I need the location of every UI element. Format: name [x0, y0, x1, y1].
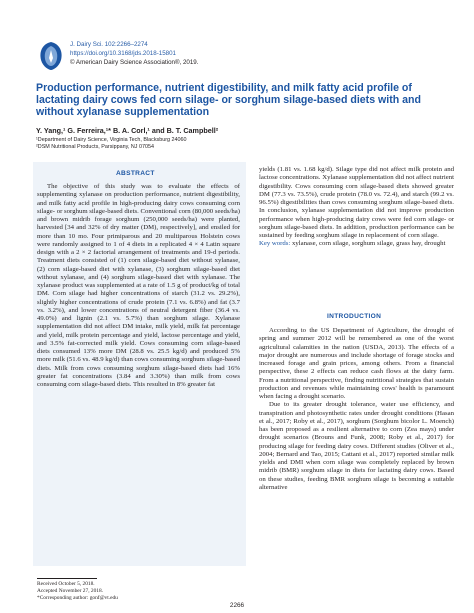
intro-paragraph-1: According to the US Department of Agriculture, the drought of spring and summer 2012 will be remembered as one of the worst agricultural calamities in the nation (USDA, 2013). The effects of a major drought are numerous and include shortage of forage stocks and increased forage and grain prices, among others. From a financial perspective, these 2 effects can reduce cash flows at the dairy farm. From a nutritional perspective, finding nutritional strategies that sustain production and revenues while maintaining cows' health is paramount when facing a drought scenario.: [259, 327, 454, 400]
abstract-text-right: [259, 166, 454, 249]
introduction-heading: INTRODUCTION: [327, 313, 382, 320]
footnote-divider: [37, 578, 97, 579]
affiliation-1: ¹Department of Dairy Science, Virginia Tech, Blacksburg 24060: [36, 137, 187, 143]
copyright-line: © American Dairy Science Association®, 2019.: [70, 59, 199, 66]
abstract-text-left: [37, 183, 240, 389]
journal-logo-icon: [36, 40, 66, 72]
author-list: Y. Yang,¹ G. Ferreira,¹* B. A. Corl,¹ and B. T. Campbell²: [36, 126, 219, 135]
doi-link[interactable]: https://doi.org/10.3168/jds.2018-15801: [70, 50, 176, 57]
accepted-date: Accepted November 27, 2018.: [37, 588, 104, 594]
affiliation-2: ²DSM Nutritional Products, Parsippany, NJ 07054: [36, 144, 154, 150]
journal-citation: J. Dairy Sci. 102:2266–2274: [70, 41, 148, 48]
abstract-paragraph: The objective of this study was to evaluate the effects of supplementing xylanase on production performance, nutrient digestibility, and milk fatty acid profile in high-producing dairy cows consuming corn silage- or sorghum silage-based diets. Conventional corn (80,000 seeds/ha) and brown midrib forage sorghum (250,000 seeds/ha) were planted, harvested [34 and 32% of dry matter (DM), respectively], and ensiled for more than 10 mo. Four primiparous and 20 multiparous Holstein cows were randomly assigned to 1 of 4 diets in a replicated 4 × 4 Latin square design with a 2 × 2 factorial arrangement of treatments and 19-d periods. Treatment diets consisted of (1) corn silage-based diet without xylanase, (2) corn silage-based diet with xylanase, (3) sorghum silage-based diet without xylanase, and (4) sorghum silage-based diet with xylanase. The xylanase product was supplemented at a rate of 1.5 g of product/kg of total DM. Corn silage had higher concentrations of starch (31.2 vs. 29.2%), slightly higher concentrations of crude protein (7.1 vs. 6.8%) and fat (3.7 vs. 3.2%), and lower concentrations of neutral detergent fiber (36.4 vs. 49.0%) and lignin (2.1 vs. 5.7%) than sorghum silage. Xylanase supplementation did not affect DM intake, milk yield, milk fat percentage and yield, milk protein percentage and yield, lactose percentage and yield, and 3.5% fat-corrected milk yield. Cows consuming corn silage-based diets consumed 13% more DM (28.8 vs. 25.5 kg/d) and produced 5% more milk (51.6 vs. 48.9 kg/d) than cows consuming sorghum silage-based diets. Milk from cows consuming sorghum silage-based diets had 16% greater fat concentrations (3.84 and 3.30%) than milk from cows consuming corn silage-based diets. This resulted in 8% greater fat: [37, 183, 240, 388]
abstract-continuation: yields (1.81 vs. 1.68 kg/d). Silage type did not affect milk protein and lactose concentrations. Xylanase supplementation did not affect nutrient digestibility. Cows consuming corn silage-based diets showed greater DM (77.3 vs. 73.5%), crude protein (78.0 vs. 72.4), and starch (99.2 vs. 96.5%) digestibilities than cows consuming sorghum silage-based diets. In conclusion, xylanase supplementation did not improve production performance when high-producing dairy cows were fed corn silage- or sorghum silage-based diets. In addition, production performance can be sustained by feeding sorghum silage in replacement of corn silage.: [259, 166, 454, 239]
keywords-line: [259, 240, 454, 248]
corresponding-author: *Corresponding author: gonf@vt.edu: [37, 595, 118, 601]
keywords-text: xylanase, corn silage, sorghum silage, grass hay, drought: [292, 240, 446, 248]
page-number: 2266: [229, 602, 245, 609]
paper-title: Production performance, nutrient digestibility, and milk fatty acid profile of lactating dairy cows fed corn silage- or sorghum silage-based diets with and without xylanase supplementation: [36, 82, 421, 119]
received-date: Received October 5, 2018.: [37, 581, 95, 587]
introduction-text: [259, 327, 454, 492]
intro-paragraph-2: Due to its greater drought tolerance, water use efficiency, and transpiration and photosynthetic rates under drought conditions (Hasan et al., 2017; Roby et al., 2017), sorghum (Sorghum bicolor L. Moench) has been proposed as a resilient alternative to corn (Zea mays) under drought scenarios (Brouns and Funk, 2008; Roby et al., 2017) for producing silage for feeding dairy cows. Different studies (Oliver et al., 2004; Bernard and Tao, 2015; Cattani et al., 2017) reported similar milk yields and DMI when corn silage was completely replaced by brown midrib (BMR) sorghum silage in diets for lactating dairy cows. Based on these studies, feeding BMR sorghum silage is becoming a suitable alternative: [259, 401, 454, 491]
abstract-heading: ABSTRACT: [116, 170, 155, 177]
keywords-label: Key words:: [259, 240, 291, 248]
